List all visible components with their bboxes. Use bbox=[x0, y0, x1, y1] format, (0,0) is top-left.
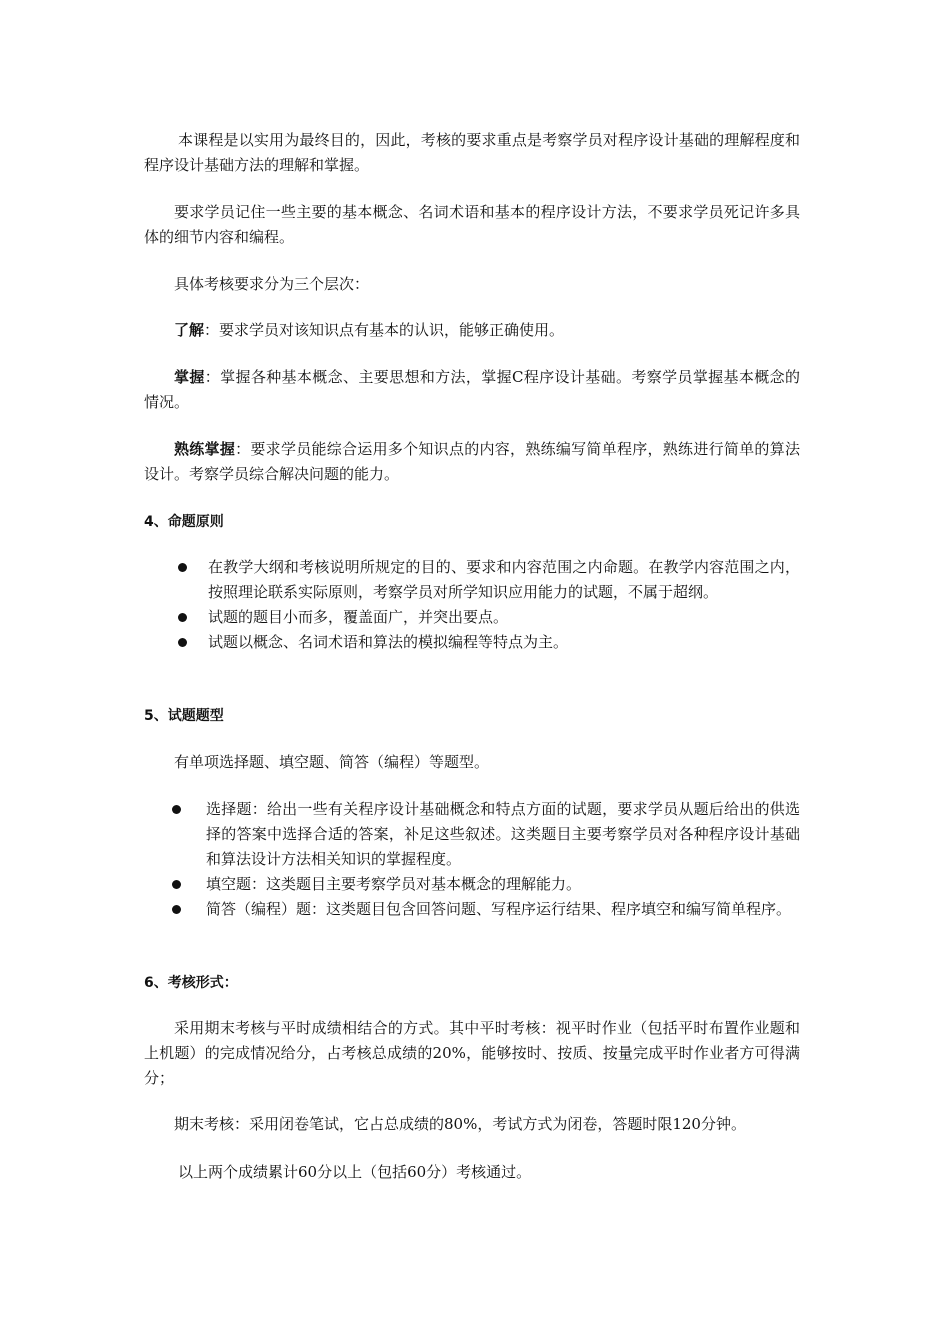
level-separator: ： bbox=[235, 440, 251, 458]
level-term: 掌握 bbox=[174, 368, 205, 386]
list-item: 试题的题目小而多，覆盖面广，并突出要点。 bbox=[178, 605, 800, 630]
bullet-icon bbox=[172, 905, 181, 914]
intro-paragraph-2: 要求学员记住一些主要的基本概念、名词术语和基本的程序设计方法，不要求学员死记许多具体的细节内容和编程。 bbox=[144, 203, 800, 246]
level-term: 熟练掌握 bbox=[174, 440, 236, 458]
section-6-paragraph-1: 采用期末考核与平时成绩相结合的方式。其中平时考核：视平时作业（包括平时布置作业题和上机题）的完成情况给分，占考核总成绩的20%，能够按时、按质、按量完成平时作业者方可得满分； bbox=[144, 1019, 800, 1087]
list-item: 试题以概念、名词术语和算法的模拟编程等特点为主。 bbox=[178, 630, 800, 655]
intro-paragraph-3: 具体考核要求分为三个层次： bbox=[174, 275, 370, 293]
bullet-icon bbox=[178, 638, 187, 647]
section-6-paragraph-3: 以上两个成绩累计60分以上（包括60分）考核通过。 bbox=[178, 1163, 532, 1181]
bullet-icon bbox=[178, 613, 187, 622]
level-separator: ： bbox=[204, 368, 221, 386]
level-text: 要求学员对该知识点有基本的认识，能够正确使用。 bbox=[219, 321, 565, 339]
list-item: 在教学大纲和考核说明所规定的目的、要求和内容范围之内命题。在教学内容范围之内，按照理论联系实际原则，考察学员对所学知识应用能力的试题，不属于超纲。 bbox=[178, 555, 800, 605]
section-4-bullet-list bbox=[178, 555, 800, 655]
level-separator: ： bbox=[204, 321, 220, 339]
section-6-heading: 6、考核形式： bbox=[144, 975, 238, 991]
level-term: 了解 bbox=[174, 321, 205, 339]
level-proficient bbox=[144, 437, 800, 487]
section-6-paragraph-2: 期末考核：采用闭卷笔试，它占总成绩的80%，考试方式为闭卷，答题时限120分钟。 bbox=[174, 1115, 746, 1133]
level-text: 要求学员能综合运用多个知识点的内容，熟练编写简单程序，熟练进行简单的算法设计。考察学员综合解决问题的能力。 bbox=[144, 440, 800, 483]
list-item: 填空题：这类题目主要考察学员对基本概念的理解能力。 bbox=[172, 872, 800, 897]
section-4-heading: 4、命题原则 bbox=[144, 514, 224, 530]
level-understand bbox=[144, 318, 800, 343]
bullet-icon bbox=[178, 563, 187, 572]
level-master bbox=[144, 365, 800, 415]
list-item: 简答（编程）题：这类题目包含回答问题、写程序运行结果、程序填空和编写简单程序。 bbox=[172, 897, 800, 922]
section-5-bullet-list bbox=[172, 797, 800, 922]
section-5-intro: 有单项选择题、填空题、简答（编程）等题型。 bbox=[174, 753, 490, 771]
bullet-icon bbox=[172, 805, 181, 814]
bullet-icon bbox=[172, 880, 181, 889]
level-text: 掌握各种基本概念、主要思想和方法，掌握C程序设计基础。考察学员掌握基本概念的情况。 bbox=[144, 368, 800, 411]
list-item: 选择题：给出一些有关程序设计基础概念和特点方面的试题，要求学员从题后给出的供选择的答案中选择合适的答案，补足这些叙述。这类题目主要考察学员对各种程序设计基础和算法设计方法相关知识的掌握程度。 bbox=[172, 797, 800, 872]
section-5-heading: 5、试题题型 bbox=[144, 708, 224, 724]
intro-paragraph-1: 本课程是以实用为最终目的，因此，考核的要求重点是考察学员对程序设计基础的理解程度和程序设计基础方法的理解和掌握。 bbox=[144, 131, 800, 174]
